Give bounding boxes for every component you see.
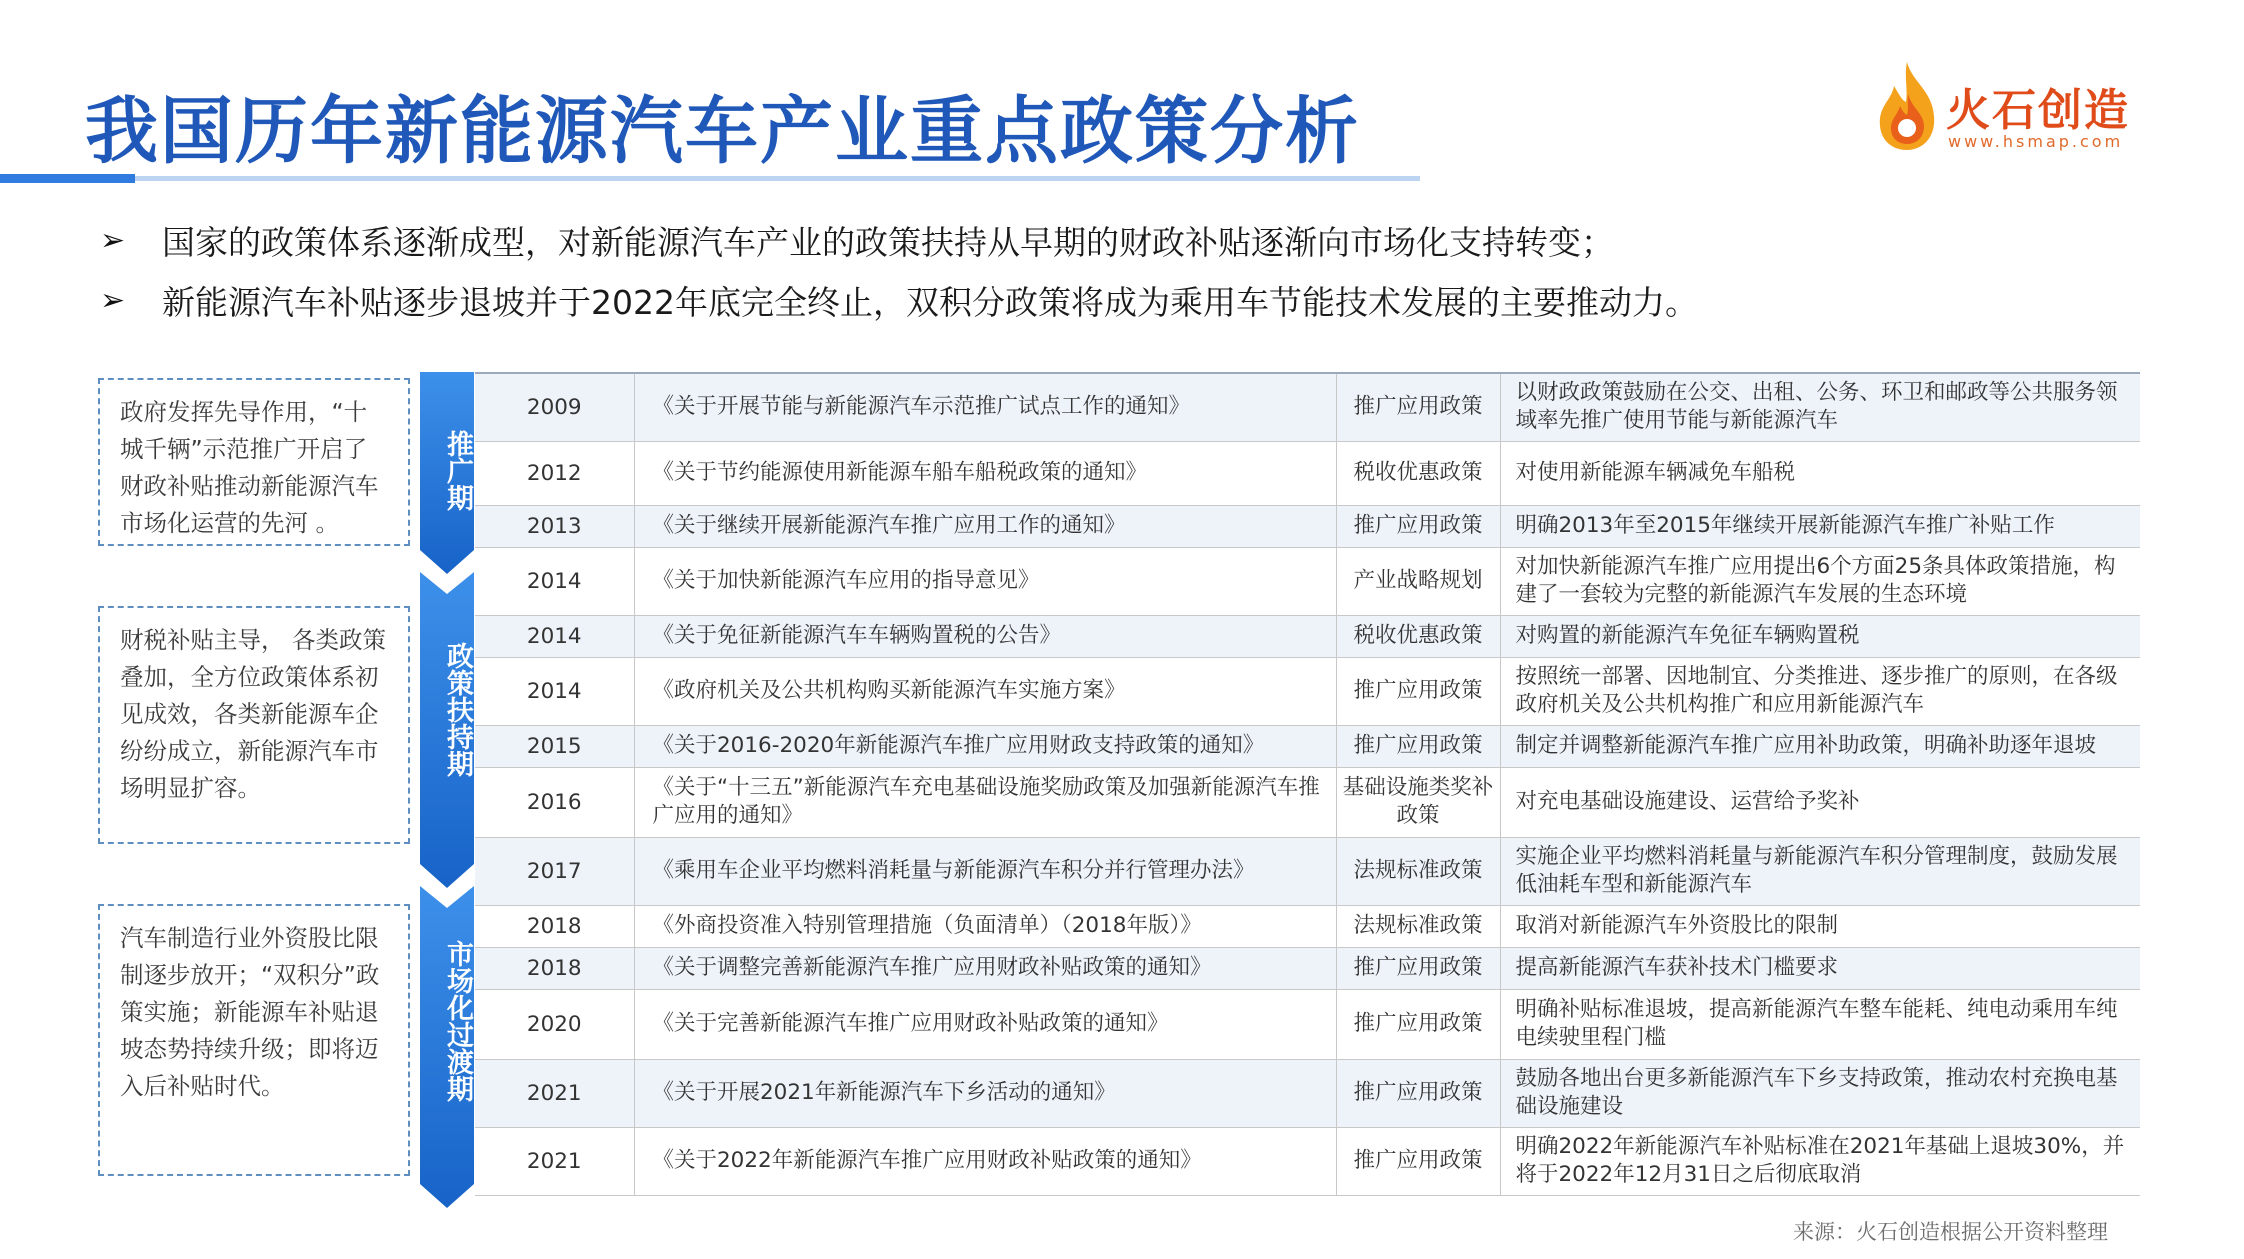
- key-points: [100, 210, 2160, 330]
- policy-year: 2009: [475, 373, 634, 441]
- policy-name: 《外商投资准入特别管理措施（负面清单）（2018年版）》: [634, 905, 1336, 947]
- policy-category: 推广应用政策: [1336, 1059, 1500, 1127]
- logo-name: 火石创造: [1946, 85, 2130, 136]
- policy-description: 明确2013年至2015年继续开展新能源汽车推广补贴工作: [1500, 505, 2140, 547]
- table-row: [475, 725, 2140, 767]
- policy-category: 推广应用政策: [1336, 947, 1500, 989]
- policy-category: 法规标准政策: [1336, 905, 1500, 947]
- policy-year: 2021: [475, 1059, 634, 1127]
- key-point-text: 新能源汽车补贴逐步退坡并于2022年底完全终止，双积分政策将成为乘用车节能技术发展的主要推动力。: [162, 282, 1698, 322]
- table-row: [475, 373, 2140, 441]
- table-row: [475, 837, 2140, 905]
- policy-category: 推广应用政策: [1336, 505, 1500, 547]
- policy-category: 基础设施类奖补政策: [1336, 767, 1500, 837]
- table-row: [475, 1059, 2140, 1127]
- policy-description: 取消对新能源汽车外资股比的限制: [1500, 905, 2140, 947]
- key-point-text: 国家的政策体系逐渐成型，对新能源汽车产业的政策扶持从早期的财政补贴逐渐向市场化支持转变；: [162, 222, 1614, 262]
- policy-year: 2018: [475, 905, 634, 947]
- policy-category: 推广应用政策: [1336, 725, 1500, 767]
- policy-year: 2013: [475, 505, 634, 547]
- policy-category: 税收优惠政策: [1336, 441, 1500, 505]
- table-row: [475, 441, 2140, 505]
- policy-year: 2018: [475, 947, 634, 989]
- table-row: [475, 947, 2140, 989]
- policy-name: 《政府机关及公共机构购买新能源汽车实施方案》: [634, 657, 1336, 725]
- policy-description: 以财政政策鼓励在公交、出租、公务、环卫和邮政等公共服务领域率先推广使用节能与新能源汽车: [1500, 373, 2140, 441]
- policy-category: 推广应用政策: [1336, 989, 1500, 1059]
- phase-label-market: 市场化过渡期: [442, 940, 473, 1102]
- table-row: [475, 505, 2140, 547]
- policy-category: 产业战略规划: [1336, 547, 1500, 615]
- policy-name: 《关于继续开展新能源汽车推广应用工作的通知》: [634, 505, 1336, 547]
- arrow-bullet-icon: ➢: [100, 222, 126, 258]
- policy-name: 《关于加快新能源汽车应用的指导意见》: [634, 547, 1336, 615]
- summary-box-promotion: 政府发挥先导作用，“十城千辆”示范推广开启了财政补贴推动新能源汽车市场化运营的先河 。: [98, 378, 410, 546]
- policy-category: 法规标准政策: [1336, 837, 1500, 905]
- arrow-bullet-icon: ➢: [100, 282, 126, 318]
- policy-year: 2014: [475, 657, 634, 725]
- policy-description: 明确补贴标准退坡，提高新能源汽车整车能耗、纯电动乘用车纯电续驶里程门槛: [1500, 989, 2140, 1059]
- policy-year: 2017: [475, 837, 634, 905]
- policy-description: 按照统一部署、因地制宜、分类推进、逐步推广的原则，在各级政府机关及公共机构推广和应用新能源汽车: [1500, 657, 2140, 725]
- policy-table: [475, 372, 2140, 1196]
- policy-name: 《关于“十三五”新能源汽车充电基础设施奖励政策及加强新能源汽车推广应用的通知》: [634, 767, 1336, 837]
- policy-category: 税收优惠政策: [1336, 615, 1500, 657]
- policy-year: 2020: [475, 989, 634, 1059]
- title-underline-accent: [0, 174, 135, 183]
- flame-icon: [1872, 60, 1942, 152]
- summary-box-support: 财税补贴主导， 各类政策叠加，全方位政策体系初见成效，各类新能源车企纷纷成立，新能源汽车市场明显扩容。: [98, 606, 410, 844]
- policy-description: 明确2022年新能源汽车补贴标准在2021年基础上退坡30%，并将于2022年12月31日之后彻底取消: [1500, 1127, 2140, 1195]
- policy-category: 推广应用政策: [1336, 657, 1500, 725]
- phase-label-promotion: 推广期: [442, 430, 473, 511]
- policy-year: 2021: [475, 1127, 634, 1195]
- policy-description: 鼓励各地出台更多新能源汽车下乡支持政策，推动农村充换电基础设施建设: [1500, 1059, 2140, 1127]
- policy-description: 对充电基础设施建设、运营给予奖补: [1500, 767, 2140, 837]
- logo-url: www.hsmap.com: [1948, 132, 2124, 151]
- table-row: [475, 547, 2140, 615]
- policy-category: 推广应用政策: [1336, 373, 1500, 441]
- policy-description: 制定并调整新能源汽车推广应用补助政策，明确补助逐年退坡: [1500, 725, 2140, 767]
- policy-year: 2012: [475, 441, 634, 505]
- policy-year: 2014: [475, 547, 634, 615]
- table-row: [475, 767, 2140, 837]
- key-point: [100, 210, 2160, 270]
- table-row: [475, 615, 2140, 657]
- policy-name: 《关于2016-2020年新能源汽车推广应用财政支持政策的通知》: [634, 725, 1336, 767]
- policy-year: 2014: [475, 615, 634, 657]
- table-row: [475, 905, 2140, 947]
- source-note: 来源：火石创造根据公开资料整理: [1793, 1220, 2108, 1244]
- policy-category: 推广应用政策: [1336, 1127, 1500, 1195]
- table-row: [475, 989, 2140, 1059]
- brand-logo: [1872, 60, 2132, 160]
- policy-name: 《关于完善新能源汽车推广应用财政补贴政策的通知》: [634, 989, 1336, 1059]
- policy-name: 《关于开展节能与新能源汽车示范推广试点工作的通知》: [634, 373, 1336, 441]
- policy-description: 对使用新能源车辆减免车船税: [1500, 441, 2140, 505]
- summary-box-market: 汽车制造行业外资股比限制逐步放开；“双积分”政策实施；新能源车补贴退坡态势持续升级；即将迈入后补贴时代。: [98, 904, 410, 1176]
- policy-name: 《关于节约能源使用新能源车船车船税政策的通知》: [634, 441, 1336, 505]
- policy-name: 《关于开展2021年新能源汽车下乡活动的通知》: [634, 1059, 1336, 1127]
- policy-description: 实施企业平均燃料消耗量与新能源汽车积分管理制度，鼓励发展低油耗车型和新能源汽车: [1500, 837, 2140, 905]
- policy-year: 2016: [475, 767, 634, 837]
- policy-name: 《关于调整完善新能源汽车推广应用财政补贴政策的通知》: [634, 947, 1336, 989]
- table-row: [475, 657, 2140, 725]
- policy-description: 提高新能源汽车获补技术门槛要求: [1500, 947, 2140, 989]
- policy-description: 对购置的新能源汽车免征车辆购置税: [1500, 615, 2140, 657]
- policy-year: 2015: [475, 725, 634, 767]
- policy-description: 对加快新能源汽车推广应用提出6个方面25条具体政策措施，构建了一套较为完整的新能源汽车发展的生态环境: [1500, 547, 2140, 615]
- table-row: [475, 1127, 2140, 1195]
- policy-name: 《关于免征新能源汽车车辆购置税的公告》: [634, 615, 1336, 657]
- phase-label-support: 政策扶持期: [442, 642, 473, 777]
- key-point: [100, 270, 2160, 330]
- title-underline: [0, 176, 1420, 181]
- policy-name: 《乘用车企业平均燃料消耗量与新能源汽车积分并行管理办法》: [634, 837, 1336, 905]
- policy-name: 《关于2022年新能源汽车推广应用财政补贴政策的通知》: [634, 1127, 1336, 1195]
- page-title: 我国历年新能源汽车产业重点政策分析: [85, 89, 1360, 174]
